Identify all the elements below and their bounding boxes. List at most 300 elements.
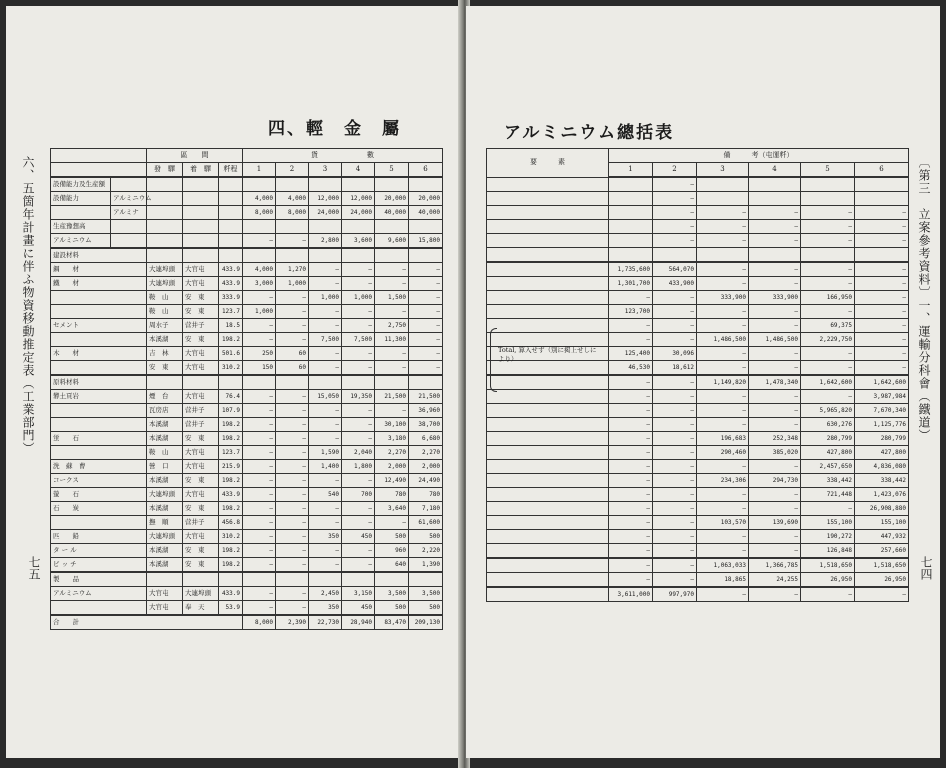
row-value: 3,640 <box>375 502 409 516</box>
row-value: — <box>276 390 309 404</box>
table-row <box>487 192 909 206</box>
row-from-station: 本溪湖 <box>147 544 183 558</box>
row-value: 1,486,500 <box>749 333 801 347</box>
table-row <box>487 234 909 248</box>
row-value <box>409 572 443 587</box>
row-to-station <box>183 248 219 263</box>
row-to-station: 大官屯 <box>183 361 219 376</box>
row-from-station <box>147 177 183 192</box>
row-value: 294,730 <box>749 474 801 488</box>
row-value: 1,125,776 <box>855 418 909 432</box>
row-label <box>51 305 147 319</box>
row-label <box>487 291 609 305</box>
row-label <box>487 319 609 333</box>
row-value: — <box>342 502 375 516</box>
row-to-station <box>183 177 219 192</box>
right-running-head: 〔第三 立案參考資料〕一、運輸分科會（鐵道） <box>917 156 931 442</box>
row-value: 564,070 <box>653 262 697 277</box>
row-value: — <box>342 418 375 432</box>
total-row <box>487 587 909 602</box>
row-value: — <box>749 404 801 418</box>
row-label: ピ ッ チ <box>51 558 147 573</box>
row-km: 123.7 <box>219 446 243 460</box>
row-value: 3,987,984 <box>855 390 909 404</box>
row-from-station <box>147 192 183 206</box>
row-value: 38,700 <box>409 418 443 432</box>
row-value: — <box>653 375 697 390</box>
row-value: — <box>342 319 375 333</box>
left-header-row-2 <box>51 163 443 178</box>
row-value: 427,800 <box>801 446 855 460</box>
row-sublabel <box>111 177 147 192</box>
row-value: — <box>609 460 653 474</box>
row-to-station <box>183 375 219 390</box>
row-value: — <box>375 277 409 291</box>
row-value: — <box>697 347 749 361</box>
row-value: 780 <box>375 488 409 502</box>
row-label <box>487 516 609 530</box>
row-label: 鋼 材 <box>51 263 147 277</box>
row-value: — <box>609 390 653 404</box>
row-label: 製 品 <box>51 572 147 587</box>
row-value: — <box>749 418 801 432</box>
header-year: 1 <box>609 163 653 178</box>
row-from-station: 瓦房店 <box>147 404 183 418</box>
row-value: 125,400 <box>609 347 653 361</box>
row-value: 196,683 <box>697 432 749 446</box>
row-to-station: 大連埠頭 <box>183 587 219 601</box>
row-value: 15,800 <box>409 234 443 249</box>
table-row <box>51 418 443 432</box>
row-value: 1,500 <box>375 291 409 305</box>
table-row <box>51 558 443 573</box>
row-value: 1,423,076 <box>855 488 909 502</box>
row-km: 198.2 <box>219 502 243 516</box>
row-value: — <box>409 347 443 361</box>
row-value: — <box>243 418 276 432</box>
table-row <box>51 220 443 234</box>
row-label <box>51 418 147 432</box>
row-value <box>309 177 342 192</box>
row-value: 2,220 <box>409 544 443 558</box>
row-value <box>409 220 443 234</box>
row-value: — <box>749 347 801 361</box>
row-km: 198.2 <box>219 333 243 347</box>
row-value <box>309 375 342 390</box>
row-to-station: 大官屯 <box>183 277 219 291</box>
row-km: 198.2 <box>219 418 243 432</box>
table-row <box>487 446 909 460</box>
row-value: 2,750 <box>375 319 409 333</box>
header-year: 3 <box>697 163 749 178</box>
table-row <box>487 460 909 474</box>
row-value: — <box>801 234 855 248</box>
row-value <box>409 375 443 390</box>
row-label: 建設材料 <box>51 248 147 263</box>
row-value: — <box>409 263 443 277</box>
table-row <box>51 248 443 263</box>
row-value: 640 <box>375 558 409 573</box>
row-label: 洗 蘇 曹 <box>51 460 147 474</box>
header-blank <box>51 149 147 163</box>
row-value: 1,518,650 <box>855 558 909 573</box>
row-value <box>309 248 342 263</box>
row-to-station <box>183 572 219 587</box>
row-value: 250 <box>243 347 276 361</box>
row-value: — <box>749 460 801 474</box>
row-from-station <box>147 375 183 390</box>
row-from-station <box>147 220 183 234</box>
table-row <box>487 375 909 390</box>
row-label <box>487 192 609 206</box>
row-km: 333.9 <box>219 291 243 305</box>
row-value: 26,950 <box>801 573 855 588</box>
row-value: — <box>609 544 653 559</box>
row-value: 385,020 <box>749 446 801 460</box>
row-km <box>219 206 243 220</box>
row-value: 1,000 <box>276 277 309 291</box>
total-value: 28,940 <box>342 615 375 630</box>
row-value <box>609 206 653 220</box>
right-page-title: アルミニウム總括表 <box>504 123 675 143</box>
row-label: セメント <box>51 319 147 333</box>
row-value: — <box>855 333 909 347</box>
row-from-station: 煙 台 <box>147 390 183 404</box>
row-value: — <box>276 544 309 558</box>
total-value: — <box>697 587 749 602</box>
row-label <box>487 418 609 432</box>
row-value: — <box>243 432 276 446</box>
row-value: — <box>855 305 909 319</box>
row-label <box>51 446 147 460</box>
table-row <box>51 319 443 333</box>
row-value: — <box>855 262 909 277</box>
table-row <box>51 404 443 418</box>
row-label <box>487 404 609 418</box>
row-label <box>487 544 609 559</box>
table-row <box>51 390 443 404</box>
row-km <box>219 192 243 206</box>
row-to-station: 安 東 <box>183 432 219 446</box>
right-header-row-1 <box>487 149 909 163</box>
row-value: 7,500 <box>309 333 342 347</box>
row-value: — <box>243 488 276 502</box>
total-value: — <box>749 587 801 602</box>
row-value <box>375 177 409 192</box>
row-label: アルミニウム <box>51 587 147 601</box>
header-year: 6 <box>855 163 909 178</box>
row-to-station: 安 東 <box>183 333 219 347</box>
row-label <box>487 375 609 390</box>
row-value: — <box>697 418 749 432</box>
row-value: 18,865 <box>697 573 749 588</box>
table-row <box>487 474 909 488</box>
row-value: — <box>801 390 855 404</box>
row-value: 540 <box>309 488 342 502</box>
row-label <box>51 206 111 220</box>
table-row <box>487 319 909 333</box>
row-to-station: 安 東 <box>183 291 219 305</box>
table-row <box>51 446 443 460</box>
header-kubun: 區 間 <box>147 149 243 163</box>
row-value: — <box>653 530 697 544</box>
row-value: — <box>409 291 443 305</box>
row-value: — <box>653 390 697 404</box>
row-to-station: 营井子 <box>183 404 219 418</box>
row-label <box>487 502 609 516</box>
row-value: — <box>697 390 749 404</box>
table-row <box>51 263 443 277</box>
row-value: 24,490 <box>409 474 443 488</box>
row-value: — <box>609 488 653 502</box>
row-label <box>51 333 147 347</box>
row-value: 3,500 <box>409 587 443 601</box>
row-km: 53.9 <box>219 601 243 616</box>
row-value: — <box>749 277 801 291</box>
row-label: 木 材 <box>51 347 147 361</box>
row-sublabel <box>111 220 147 234</box>
row-value: 280,799 <box>801 432 855 446</box>
table-row <box>51 347 443 361</box>
row-value: 20,000 <box>375 192 409 206</box>
row-label <box>51 291 147 305</box>
row-value: — <box>243 446 276 460</box>
row-value: 2,800 <box>309 234 342 249</box>
total-row <box>51 615 443 630</box>
row-value: 2,270 <box>375 446 409 460</box>
row-value: — <box>609 319 653 333</box>
row-value: — <box>653 177 697 192</box>
row-value: — <box>609 375 653 390</box>
row-value: — <box>749 502 801 516</box>
left-page <box>6 6 462 758</box>
total-label <box>487 587 609 602</box>
row-label <box>487 305 609 319</box>
row-value: 2,270 <box>409 446 443 460</box>
row-label <box>487 390 609 404</box>
table-row <box>51 530 443 544</box>
row-value: — <box>342 347 375 361</box>
table-row <box>51 572 443 587</box>
note-brace <box>490 328 497 392</box>
row-value: — <box>801 347 855 361</box>
row-to-station: 大官屯 <box>183 460 219 474</box>
row-to-station: 大官屯 <box>183 488 219 502</box>
row-value: — <box>409 305 443 319</box>
row-value: — <box>342 305 375 319</box>
row-value: 26,908,880 <box>855 502 909 516</box>
table-row <box>51 291 443 305</box>
row-value: — <box>653 502 697 516</box>
row-value: — <box>801 206 855 220</box>
row-from-station: 本溪湖 <box>147 418 183 432</box>
row-label: 匹 鉛 <box>51 530 147 544</box>
spacer-cell <box>749 248 801 263</box>
table-row <box>51 544 443 558</box>
table-row <box>487 177 909 192</box>
row-value: — <box>801 262 855 277</box>
row-value: — <box>697 234 749 248</box>
row-value: — <box>243 291 276 305</box>
table-row <box>51 375 443 390</box>
row-value: 700 <box>342 488 375 502</box>
row-value: 36,960 <box>409 404 443 418</box>
row-value: — <box>653 544 697 559</box>
row-value: 69,375 <box>801 319 855 333</box>
row-value: 3,180 <box>375 432 409 446</box>
row-value: 447,932 <box>855 530 909 544</box>
row-value: — <box>309 432 342 446</box>
row-value: — <box>276 460 309 474</box>
row-value <box>243 220 276 234</box>
left-page-title: 四、輕 金 屬 <box>268 119 401 139</box>
right-table <box>486 148 909 602</box>
table-row <box>487 291 909 305</box>
row-value: — <box>309 305 342 319</box>
row-value: — <box>855 291 909 305</box>
row-value: 8,000 <box>243 206 276 220</box>
row-value <box>855 177 909 192</box>
row-value: — <box>276 502 309 516</box>
row-value: 40,000 <box>409 206 443 220</box>
table-row <box>51 277 443 291</box>
table-row <box>51 601 443 616</box>
row-from-station: 鞍 山 <box>147 305 183 319</box>
row-label <box>487 262 609 277</box>
row-km: 501.6 <box>219 347 243 361</box>
row-label <box>487 277 609 291</box>
row-value: 19,350 <box>342 390 375 404</box>
row-value: — <box>309 474 342 488</box>
row-value: — <box>609 573 653 588</box>
row-from-station: 大官屯 <box>147 587 183 601</box>
table-row <box>487 277 909 291</box>
row-label <box>487 333 609 347</box>
row-value: 126,848 <box>801 544 855 559</box>
row-value: — <box>653 446 697 460</box>
row-value <box>342 572 375 587</box>
row-value: — <box>609 474 653 488</box>
row-value: — <box>653 418 697 432</box>
total-value: 209,130 <box>409 615 443 630</box>
row-label <box>487 234 609 248</box>
row-value: — <box>276 404 309 418</box>
row-value: 2,040 <box>342 446 375 460</box>
row-to-station: 大官屯 <box>183 347 219 361</box>
row-value: 257,660 <box>855 544 909 559</box>
row-value: — <box>409 361 443 376</box>
row-value: 234,306 <box>697 474 749 488</box>
right-page-number: 七四 <box>919 556 933 580</box>
row-value: — <box>276 446 309 460</box>
row-value: 3,150 <box>342 587 375 601</box>
row-from-station: 本溪湖 <box>147 333 183 347</box>
header-km: 粁程 <box>219 163 243 178</box>
table-row <box>487 544 909 559</box>
row-value <box>276 220 309 234</box>
row-label <box>487 530 609 544</box>
row-value: 4,836,080 <box>855 460 909 474</box>
row-value: — <box>653 558 697 573</box>
row-km: 123.7 <box>219 305 243 319</box>
row-value: — <box>309 347 342 361</box>
table-row <box>487 305 909 319</box>
row-value: — <box>375 516 409 530</box>
row-value: — <box>276 333 309 347</box>
total-value: — <box>801 587 855 602</box>
row-value: — <box>697 277 749 291</box>
row-label: 設備能力 <box>51 192 111 206</box>
table-row <box>51 177 443 192</box>
row-value: 12,000 <box>309 192 342 206</box>
row-label <box>487 206 609 220</box>
row-from-station <box>147 234 183 249</box>
row-value: — <box>609 530 653 544</box>
row-value: — <box>342 432 375 446</box>
row-value: 500 <box>409 601 443 616</box>
table-row <box>51 460 443 474</box>
row-value <box>342 375 375 390</box>
row-value <box>276 248 309 263</box>
row-value <box>375 375 409 390</box>
header-suryo: 貨 數 <box>243 149 443 163</box>
row-value: — <box>697 530 749 544</box>
row-value: — <box>342 516 375 530</box>
row-label <box>487 460 609 474</box>
spacer-cell <box>653 248 697 263</box>
row-value: 1,735,600 <box>609 262 653 277</box>
row-value: 18,612 <box>653 361 697 376</box>
row-value <box>609 177 653 192</box>
row-value: 61,600 <box>409 516 443 530</box>
row-from-station: 吉 林 <box>147 347 183 361</box>
row-value <box>375 220 409 234</box>
row-value: — <box>243 516 276 530</box>
row-value <box>276 177 309 192</box>
row-value: — <box>801 220 855 234</box>
row-value: 1,590 <box>309 446 342 460</box>
table-row <box>51 488 443 502</box>
table-row <box>51 361 443 376</box>
header-year: 5 <box>801 163 855 178</box>
row-value: — <box>749 234 801 248</box>
row-value <box>697 192 749 206</box>
row-value: 155,100 <box>855 516 909 530</box>
row-value: — <box>409 319 443 333</box>
row-value: — <box>653 220 697 234</box>
row-value: — <box>276 488 309 502</box>
row-value: 1,301,700 <box>609 277 653 291</box>
row-from-station: 本溪湖 <box>147 558 183 573</box>
row-to-station: 营井子 <box>183 418 219 432</box>
row-value: — <box>653 234 697 248</box>
row-km: 198.2 <box>219 432 243 446</box>
row-value: — <box>749 319 801 333</box>
row-from-station: 大連埠頭 <box>147 530 183 544</box>
row-value <box>342 220 375 234</box>
row-value <box>801 177 855 192</box>
row-value: — <box>653 206 697 220</box>
row-value: — <box>342 474 375 488</box>
row-value: — <box>276 305 309 319</box>
row-value <box>276 572 309 587</box>
row-km <box>219 375 243 390</box>
row-value: 24,000 <box>342 206 375 220</box>
row-value: — <box>309 502 342 516</box>
row-value: — <box>309 319 342 333</box>
row-value <box>276 375 309 390</box>
row-value: — <box>375 347 409 361</box>
